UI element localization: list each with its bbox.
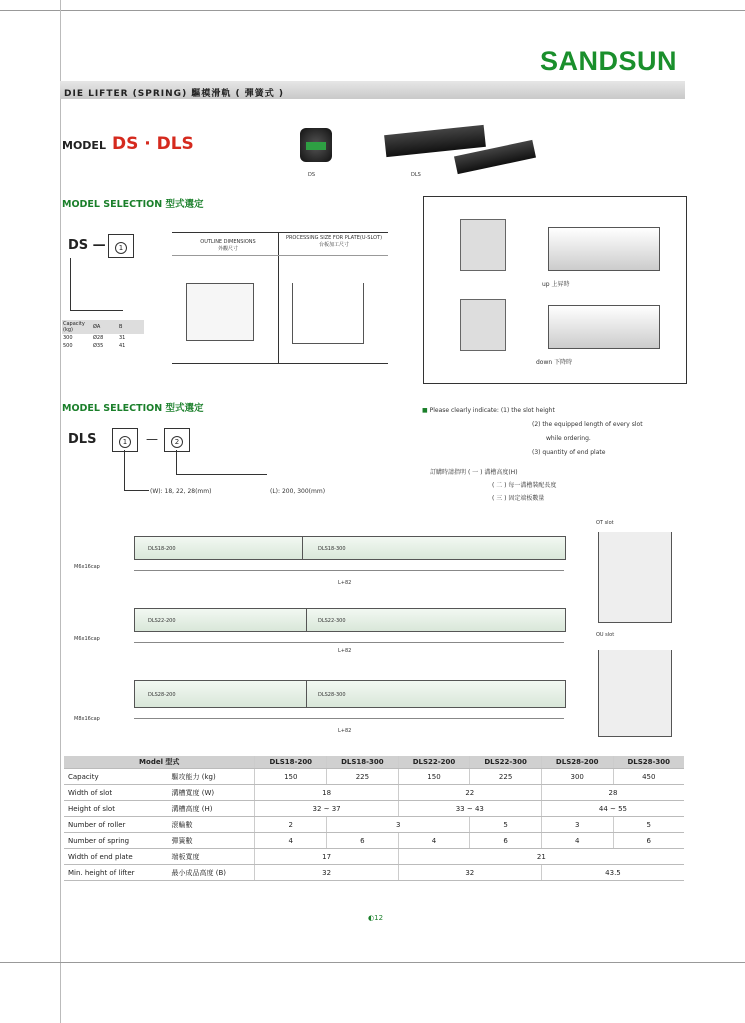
up-label: up 上昇時 xyxy=(542,281,570,288)
u-slot-label: OU slot xyxy=(596,632,615,638)
ds-selection-heading: MODEL SELECTION 型式選定 xyxy=(62,199,204,210)
spec-row-height: Height of slot 溝槽高度 (H) 32 ~ 37 33 ~ 43 44 ~ 55 xyxy=(64,801,684,817)
dls-drawing-row-2: DLS22-200 DLS22-300 M6x16cap L+82 xyxy=(94,596,584,662)
ds-image-label: DS xyxy=(308,172,316,178)
ds-code: DS — xyxy=(68,238,106,253)
brand-logo: SANDSUN xyxy=(540,46,678,76)
ds-slot-box: 1 xyxy=(108,234,134,258)
dls-image-label: DLS xyxy=(411,172,421,178)
ds-plate-drawing xyxy=(292,283,364,344)
header-bar xyxy=(60,81,685,99)
dls-w-options: (W): 18, 22, 28(mm) xyxy=(150,488,212,495)
ds-dimension-table: OUTLINE DIMENSIONS 外觀尺寸 PROCESSING SIZE FOR PLATE(U-SLOT) 台板加工尺寸 xyxy=(172,232,388,364)
model-heading: MODEL DS · DLS xyxy=(62,134,194,154)
ds-product-image xyxy=(300,128,332,162)
dls-l-options: (L): 200, 300(mm) xyxy=(270,488,326,495)
ds-operation-figure xyxy=(423,196,687,384)
dls-slot2-box: 2 xyxy=(164,428,190,452)
t-slot-label: OT slot xyxy=(596,520,614,526)
ds-mini-table: Capacity (kg) ØA B 300 Ø28 31 500 Ø35 41 xyxy=(62,320,144,350)
dls-drawing-row-3: DLS28-200 DLS28-300 M8x16cap L+82 xyxy=(94,664,584,740)
crop-line-left xyxy=(60,0,61,1023)
spec-row-width: Width of slot 溝槽寬度 (W) 18 22 28 xyxy=(64,785,684,801)
ds-outline-drawing xyxy=(186,283,254,341)
crop-line-top xyxy=(0,10,745,11)
dls-code: DLS xyxy=(68,432,97,447)
spec-row-spring: Number of spring 彈簧數 4 6 4 6 4 6 xyxy=(64,833,684,849)
spec-row-capacity: Capacity 驅攻能力 (kg) 150 225 150 225 300 450 xyxy=(64,769,684,785)
spec-header-row: Model 型式 DLS18-200 DLS18-300 DLS22-200 DLS22-300 DLS28-200 DLS28-300 xyxy=(64,756,684,769)
spec-row-endplate: Width of end plate 端板寬度 17 21 xyxy=(64,849,684,865)
down-label: down 下降時 xyxy=(536,359,573,366)
dls-bracket-2 xyxy=(176,450,267,475)
spec-table xyxy=(64,756,684,881)
dls-dash: — xyxy=(146,432,158,446)
dls-selection-heading: MODEL SELECTION 型式選定 xyxy=(62,403,204,414)
crop-line-bottom xyxy=(0,962,745,963)
model-name: DS · DLS xyxy=(111,134,194,154)
spec-row-roller: Number of roller 滾輪數 2 3 5 3 5 xyxy=(64,817,684,833)
page-title: DIE LIFTER (SPRING) 驅模滑軌 ( 彈簧式 ) xyxy=(64,89,284,99)
u-slot-drawing xyxy=(598,650,672,737)
dls-slot1-box: 1 xyxy=(112,428,138,452)
dls-drawing-row-1: DLS18-200 DLS18-300 M6x16cap L+82 xyxy=(94,524,584,590)
page-number: ◐12 xyxy=(368,914,384,922)
spec-row-minheight: Min. height of lifter 最小成品高度 (B) 32 32 43.5 xyxy=(64,865,684,881)
dls-notes-zh: 訂購時請指明 ( 一 ) 溝槽高度(H) ( 二 ) 每一溝槽裝配長度 ( 三 ) 固定端板數量 xyxy=(430,469,557,502)
dls-notes: ■ Please clearly indicate: (1) the slot height (2) the equipped length of every slot while ordering. (3) quantity of end plate xyxy=(422,407,643,456)
dls-bracket-1 xyxy=(124,450,149,491)
t-slot-drawing xyxy=(598,532,672,623)
ds-bracket xyxy=(70,258,123,311)
